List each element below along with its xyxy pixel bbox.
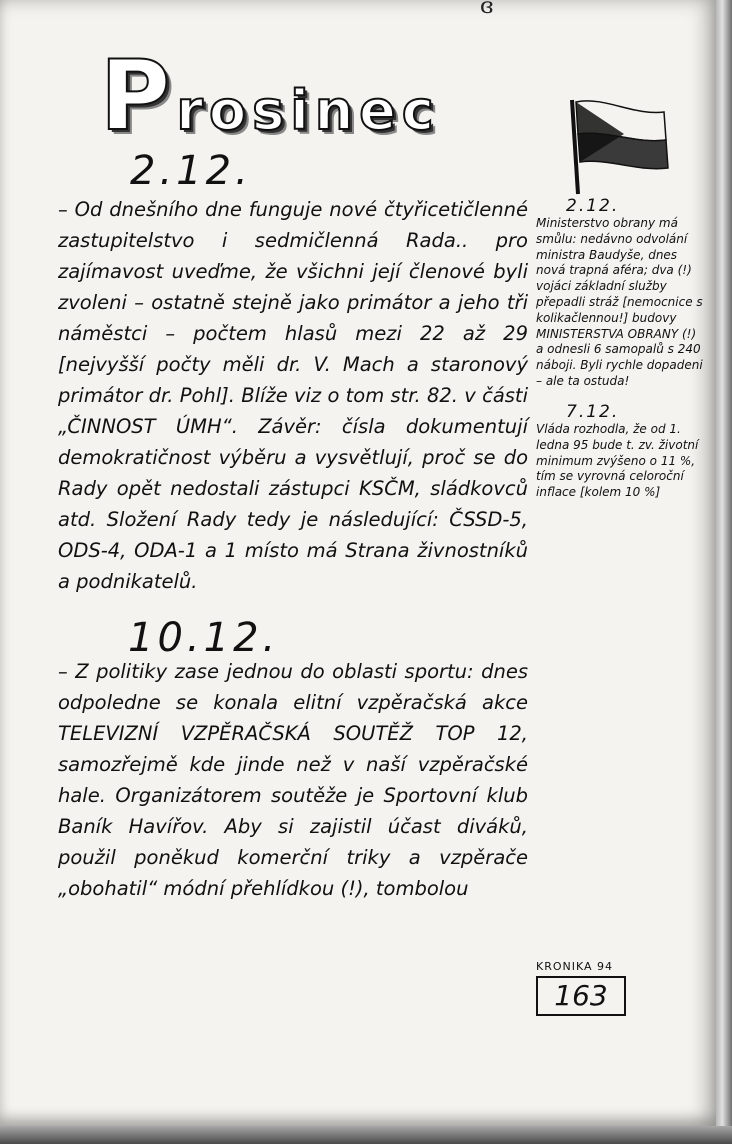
czech-flag-icon xyxy=(564,94,674,204)
top-mark: ɞ xyxy=(480,0,494,19)
title-rest: rosinec xyxy=(176,79,440,142)
sidebar-note xyxy=(536,402,706,501)
title-initial: P xyxy=(100,40,177,152)
sidebar-note-date: 7.12. xyxy=(566,402,620,422)
sidebar-note-date: 2.12. xyxy=(566,196,620,216)
book-page-edge xyxy=(716,0,732,1144)
chronicle-label: KRONIKA 94 xyxy=(536,960,614,973)
entry-text: – Od dnešního dne funguje nové čtyřicetičlenné zastupitelstvo i sedmičlenná Rada.. pro zajímavost uveďme, že všichni její členové byli zvoleni – ostatně stejně jako primátor a jeho tři náměstci – počtem hlasů mezi 22 až 29 [nejvyšší počty měli dr. V. Mach a staronový primátor dr. Pohl]. Blíže viz o tom str. 82. v části „ČINNOST ÚMH“. Závěr: čísla dokumentují demokratičnost výběru a vysvětlují, proč se do Rady opět nedostali zástupci KSČM, sládkovců atd. Složení Rady tedy je následující: ČSSD-5, ODS-4, ODA-1 a 1 místo má Strana živnostníků a podnikatelů. xyxy=(58,198,528,593)
sidebar-note xyxy=(536,196,706,390)
entry-date: 10.12. xyxy=(128,615,280,661)
page-title xyxy=(100,40,440,152)
entry-text: – Z politiky zase jednou do oblasti sportu: dnes odpoledne se konala elitní vzpěračská akce TELEVIZNÍ VZPĚRAČSKÁ SOUTĚŽ TOP 12, samozřejmě kde jinde než v naší vzpěračské hale. Organizátorem soutěže je Sportovní klub Baník Havířov. Aby si zajistil účast diváků, použil poněkud komerční triky a vzpěrače „obohatil“ módní přehlídkou (!), tombolou xyxy=(58,660,528,900)
book-bottom-edge xyxy=(0,1126,732,1144)
entry-date: 2.12. xyxy=(130,148,252,194)
sidebar-note-text: Vláda rozhodla, že od 1. ledna 95 bude t. zv. životní minimum zvýšeno o 11 %, tím se vyrovná celoroční inflace [kolem 10 %] xyxy=(536,422,699,500)
page-number: 163 xyxy=(536,976,626,1016)
sidebar-note-text: Ministerstvo obrany má smůlu: nedávno odvolání ministra Baudyše, dnes nová trapná aféra; dva (!) vojáci základní služby přepadli stráž [nemocnice s kolikačlennou!] budovy MINISTERSTVA OBRANY (!) a odnesli 6 samopalů s 240 náboji. Byli rychle dopadeni – ale ta ostuda! xyxy=(536,216,703,388)
